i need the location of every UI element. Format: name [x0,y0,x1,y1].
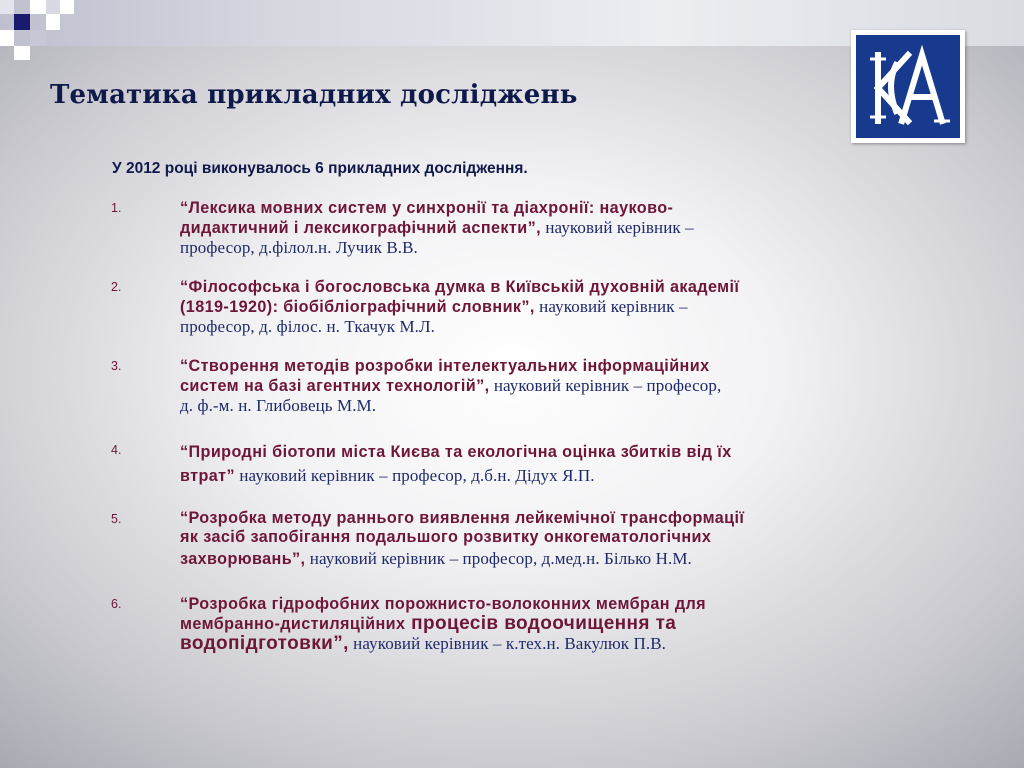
page-title: Тематика прикладних досліджень [50,80,578,110]
item-number: 5. [111,512,122,526]
item-text [180,594,920,654]
item-text [180,277,920,337]
item-title: процесів водоочищення та [405,613,677,634]
item-supervisor: науковий керівник – професор, д.б.н. Дідух Я.П. [234,466,595,485]
item-number: 3. [111,359,122,373]
item-title: “Природні біотопи міста Києва та екологічна оцінка збитків від їх [180,443,732,461]
item-title: захворювань”, [180,550,306,568]
item-supervisor: професор, д.філол.н. Лучик В.В. [180,238,418,257]
item-supervisor: науковий керівник – к.тех.н. Вакулюк П.В. [348,634,667,653]
item-title: дидактичний і лексикографічний аспекти”, [180,219,541,237]
item-number: 2. [111,280,122,294]
item-title: як засіб запобігання подальшого розвитку онкогематологічних [180,528,712,546]
item-supervisor: науковий керівник – [540,218,694,237]
item-text [180,356,920,416]
item-supervisor: професор, д. філос. н. Ткачук М.Л. [180,317,435,336]
item-supervisor: науковий керівник – [534,297,688,316]
intro-text: У 2012 році виконувалось 6 прикладних дослідження. [112,160,528,177]
item-title: водопідготовки”, [180,633,349,654]
item-title: “Розробка гідрофобних порожнисто-волоконних мембран для [180,595,707,613]
item-number: 6. [111,597,122,611]
item-supervisor: науковий керівник – професор, д.мед.н. Білько Н.М. [305,549,692,568]
item-title: втрат” [180,467,235,485]
item-number: 4. [111,443,122,457]
item-text [180,509,920,571]
item-title: “Філософська і богословська думка в Київській духовній академії [180,278,740,296]
item-title: (1819-1920): біобібліографічний словник”, [180,298,535,316]
item-text [180,198,920,258]
item-supervisor: д. ф.-м. н. Глибовець М.М. [180,396,377,415]
item-title: систем на базі агентних технологій”, [180,377,490,395]
item-number: 1. [111,201,122,215]
item-supervisor: науковий керівник – професор, [489,376,722,395]
item-text [180,440,920,488]
item-title: “Розробка методу раннього виявлення лейкемічної трансформації [180,509,745,527]
item-title: “Створення методів розробки інтелектуальних інформаційних [180,357,710,375]
item-title: “Лексика мовних систем у синхронії та діахронії: науково- [180,199,674,217]
item-title: мембранно-дистиляційних [180,615,406,633]
